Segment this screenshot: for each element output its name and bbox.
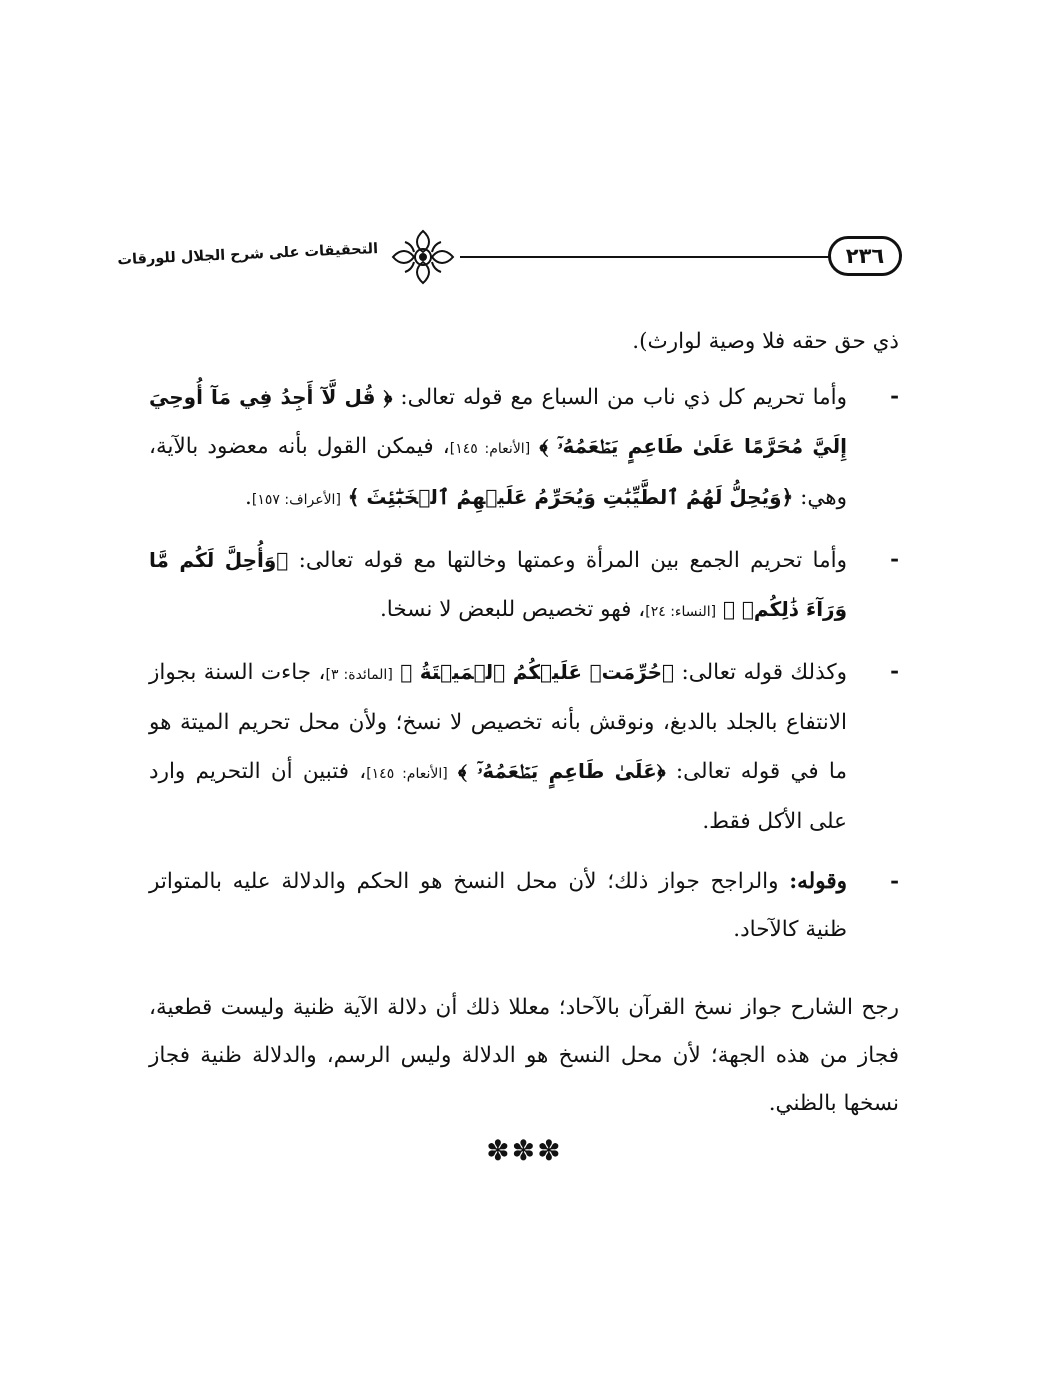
list-item (149, 858, 899, 954)
bullet-dash: - (890, 659, 899, 684)
quran-verse: ﴿وَأُحِلَّ لَكُم مَّا وَرَآءَ ذَٰلِكُمۡ ﴾ (149, 548, 847, 621)
quran-verse: ﴿حُرِّمَتۡ عَلَيۡكُمُ ٱلۡمَيۡتَةُ ﴾ (400, 660, 675, 684)
list-item (149, 536, 899, 636)
header-rule (460, 256, 830, 258)
quran-verse: ﴿وَيُحِلُّ لَهُمُ ٱلطَّيِّبَٰتِ وَيُحَرِّمُ عَلَيۡهِمُ ٱلۡخَبَٰٓئِثَ ﴾ (347, 485, 794, 509)
running-header (117, 228, 902, 288)
paragraph-text: وأما تحريم الجمع بين المرأة وعمتها وخالتها مع قوله تعالى: (298, 548, 847, 573)
bullet-dash: - (890, 869, 899, 894)
paragraph-text: ، فهو تخصيص للبعض لا نسخا. (379, 597, 646, 622)
page-number: ٢٣٦ (828, 236, 902, 276)
quran-verse: ﴿عَلَىٰ طَاعِمٍ يَطۡعَمُهُۥٓ ﴾ (458, 759, 666, 783)
book-title: التحقيقات على شرح الجلال للورقات (117, 241, 379, 269)
paragraph-text: . (245, 485, 252, 510)
paragraph-text: ، جاءت السنة بجواز الانتفاع بالجلد بالدبغ، ونوقش بأنه تخصيص لا نسخ؛ ولأن محل تحريم الميتة هو ما في قوله تعالى: (149, 660, 847, 784)
ornament-icon (385, 228, 461, 286)
quran-verse: ﴿ قُل لَّآ أَجِدُ فِي مَآ أُوحِيَ إِلَيَّ مُحَرَّمًا عَلَىٰ طَاعِمٍ يَطۡعَمُهُۥٓ ﴾ (149, 385, 848, 458)
verse-reference: [الأنعام: ١٤٥] (449, 441, 531, 457)
paragraph-text: وأما تحريم كل ذي ناب من السباع مع قوله تعالى: (400, 385, 847, 410)
paragraph-text: ، فتبين أن التحريم وارد على الأكل فقط. (149, 759, 847, 834)
keyword: وقوله: (789, 869, 847, 894)
paragraph-text: وكذلك قوله تعالى: (681, 660, 847, 685)
intro-line: ذي حق حقه فلا وصية لوارث). (632, 329, 899, 354)
paragraph-text: ، فيمكن القول بأنه معضود بالآية، وهي: (149, 434, 847, 510)
bullet-dash: - (890, 547, 899, 572)
verse-reference: [النساء: ٢٤] (645, 604, 717, 620)
verse-reference: [المائدة: ٣] (325, 667, 393, 683)
section-separator: ✽✽✽ (486, 1134, 563, 1167)
verse-reference: [الأنعام: ١٤٥] (366, 766, 448, 782)
list-item (149, 373, 899, 524)
summary-paragraph: رجح الشارح جواز نسخ القرآن بالآحاد؛ معللا ذلك أن دلالة الآية ظنية وليست قطعية، فجاز من هذه الجهة؛ لأن محل النسخ هو الدلالة وليس الرسم، والدلالة ظنية فجاز نسخها بالظني. (149, 995, 899, 1116)
paragraph-text: والراجح جواز ذلك؛ لأن محل النسخ هو الحكم والدلالة عليه بالمتواتر ظنية كالآحاد. (149, 869, 847, 942)
page-body (149, 318, 899, 1128)
bullet-dash: - (890, 384, 899, 409)
list-item (149, 648, 899, 846)
verse-reference: [الأعراف: ١٥٧] (251, 492, 341, 508)
